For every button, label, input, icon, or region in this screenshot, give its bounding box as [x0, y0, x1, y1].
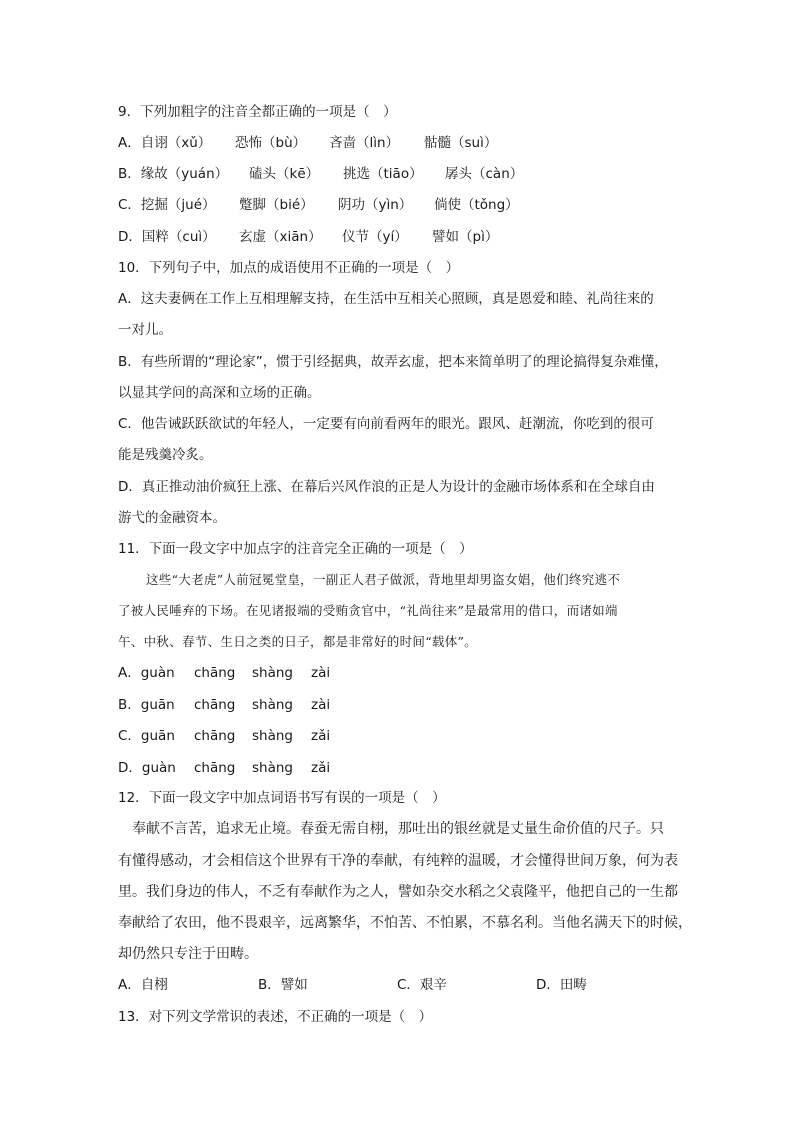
question-9-stem: 9．下列加粗字的注音全都正确的一项是（ ）: [118, 104, 397, 120]
q12-passage-line-5: 却仍然只专注于田畴。: [118, 946, 258, 962]
q9-option-d-2: 玄虚（xiān）: [239, 229, 322, 245]
q11-passage-line-1: 这些“大老虎”人前冠冕堂皇，一副正人君子做派，背地里却男盗女娼，他们终究逃不: [146, 572, 621, 587]
q11-option-d-2: chāng: [194, 760, 236, 776]
q10-line-4: 以显其学问的高深和立场的正确。: [118, 385, 321, 401]
q9-option-a-4: 骷髓（suì）: [424, 135, 498, 151]
q9-option-b-2: 磕头（kē）: [249, 166, 320, 182]
q11-option-a-1: A．guàn: [118, 665, 175, 681]
q10-line-1: A．这夫妻俩在工作上互相理解支持，在生活中互相关心照顾，真是恩爱和睦、礼尚往来的: [118, 291, 654, 307]
q10-line-5: C．他告诫跃跃欲试的年轻人，一定要有向前看两年的眼光。跟风、赶潮流，你吃到的很可: [118, 416, 654, 432]
q12-passage-line-3: 里。我们身边的伟人，不乏有奉献作为之人，譬如杂交水稻之父袁隆平，他把自己的一生都: [118, 884, 678, 900]
q10-line-3: B．有些所谓的“理论家”，惯于引经据典，故弄玄虚，把本来简单明了的理论搞得复杂难懂，: [118, 354, 668, 370]
q9-option-b-4: 孱头（càn）: [445, 166, 524, 182]
q9-option-b-1: B．缘故（yuán）: [118, 166, 229, 182]
q9-option-a-2: 恐怖（bù）: [235, 135, 307, 151]
q9-option-b-3: 挑选（tiāo）: [343, 166, 423, 182]
q11-option-b-1: B．guān: [118, 697, 175, 713]
q11-option-d-4: zǎi: [311, 760, 331, 776]
q11-option-d-1: D．guàn: [118, 760, 176, 776]
q11-option-b-4: zài: [311, 697, 331, 713]
q9-option-c-3: 阴功（yìn）: [338, 197, 413, 213]
q12-option-c: C．艰辛: [397, 977, 447, 993]
q9-option-a-3: 吝啬（lìn）: [329, 135, 400, 151]
q9-option-d-3: 仪节（yí）: [342, 229, 408, 245]
q11-option-c-2: chāng: [194, 728, 236, 744]
q9-option-c-4: 倘使（tǒng）: [434, 197, 519, 213]
q11-option-a-2: chāng: [194, 665, 236, 681]
q11-option-d-3: shàng: [252, 760, 293, 776]
q9-option-d-4: 譬如（pì）: [432, 229, 499, 245]
q12-option-b: B．譬如: [258, 977, 308, 993]
question-11-stem: 11．下面一段文字中加点字的注音完全正确的一项是（ ）: [118, 541, 473, 557]
q9-option-c-2: 蹩脚（bié）: [239, 197, 314, 213]
q10-line-2: 一对儿。: [118, 322, 172, 338]
q11-option-b-3: shàng: [252, 697, 293, 713]
q9-option-a-1: A．自诩（xǔ）: [118, 135, 212, 151]
q11-passage-line-2: 了被人民唾弃的下场。在见诸报端的受贿贪官中，“礼尚往来”是最常用的借口，而诸如端: [118, 603, 618, 618]
q9-option-d-1: D．国粹（cuì）: [118, 229, 216, 245]
q9-option-c-1: C．挖掘（jué）: [118, 197, 216, 213]
q12-option-a: A．自栩: [118, 977, 168, 993]
q11-option-c-1: C．guān: [118, 728, 175, 744]
q11-option-c-3: shàng: [252, 728, 293, 744]
question-10-stem: 10．下列句子中，加点的成语使用不正确的一项是（ ）: [118, 260, 460, 276]
q12-passage-line-4: 奉献给了农田，他不畏艰辛，远离繁华，不怕苦、不怕累，不慕名利。当他名满天下的时候，: [118, 915, 692, 931]
question-12-stem: 12．下面一段文字中加点词语书写有误的一项是（ ）: [118, 790, 446, 806]
q11-option-a-3: shàng: [252, 665, 293, 681]
q12-passage-line-2: 有懂得感动，才会相信这个世界有干净的奉献，有纯粹的温暖，才会懂得世间万象，何为表: [118, 853, 678, 869]
q11-option-b-2: chāng: [194, 697, 236, 713]
q10-line-7: D．真正推动油价疯狂上涨、在幕后兴风作浪的正是人为设计的金融市场体系和在全球自由: [118, 479, 655, 495]
q11-passage-line-3: 午、中秋、春节、生日之类的日子，都是非常好的时间“载体”。: [118, 634, 477, 649]
q12-option-d: D．田畴: [536, 977, 587, 993]
q11-option-a-4: zài: [311, 665, 331, 681]
q12-passage-line-1: 奉献不言苦，追求无止境。春蚕无需自栩，那吐出的银丝就是丈量生命价值的尺子。只: [132, 821, 664, 837]
q11-option-c-4: zǎi: [311, 728, 331, 744]
q10-line-6: 能是残羹冷炙。: [118, 447, 213, 463]
question-13-stem: 13．对下列文学常识的表述，不正确的一项是（ ）: [118, 1009, 433, 1025]
q10-line-8: 游弋的金融资本。: [118, 510, 226, 526]
